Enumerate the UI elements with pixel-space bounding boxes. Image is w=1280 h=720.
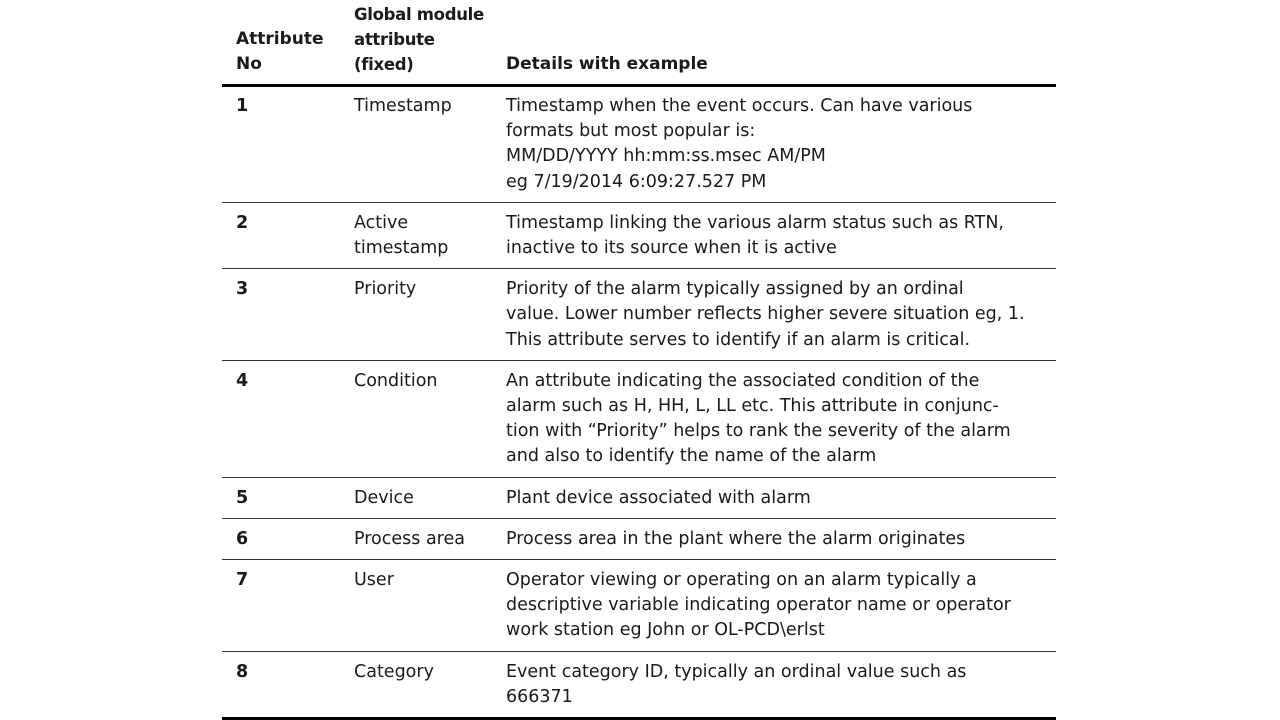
table-header: [222, 0, 1056, 86]
attribute-name-cell: Category: [340, 651, 492, 718]
header-global-module-attribute: Global module attribute (fixed): [340, 0, 492, 86]
attribute-number-cell: 6: [222, 518, 340, 559]
attribute-name-cell: User: [340, 560, 492, 652]
attribute-name-cell: Priority: [340, 269, 492, 361]
attribute-number-cell: 7: [222, 560, 340, 652]
details-cell: Operator viewing or operating on an alarm typically a descriptive variable indicating operator name or operator work station eg John or OL-PCD\erlst: [492, 560, 1056, 652]
attribute-name-cell: Active timestamp: [340, 202, 492, 268]
attribute-number-cell: 3: [222, 269, 340, 361]
attribute-table: [222, 0, 1056, 720]
attribute-name-cell: Device: [340, 477, 492, 518]
table-row: [222, 360, 1056, 477]
table-row: [222, 560, 1056, 652]
header-details: Details with example: [492, 0, 1056, 86]
details-cell: Event category ID, typically an ordinal value such as 666371: [492, 651, 1056, 718]
details-cell: Priority of the alarm typically assigned by an ordinal value. Lower number reflects higher severe situation eg, 1. This attribute serves to identify if an alarm is critical.: [492, 269, 1056, 361]
attribute-name-cell: Timestamp: [340, 86, 492, 203]
header-row: [222, 0, 1056, 86]
table-row: [222, 269, 1056, 361]
details-cell: Timestamp when the event occurs. Can have various formats but most popular is: MM/DD/YYYY hh:mm:ss.msec AM/PM eg 7/19/2014 6:09:27.527 PM: [492, 86, 1056, 203]
attribute-number-cell: 2: [222, 202, 340, 268]
details-cell: Plant device associated with alarm: [492, 477, 1056, 518]
table-body: [222, 86, 1056, 719]
table-row: [222, 86, 1056, 203]
details-cell: An attribute indicating the associated condition of the alarm such as H, HH, L, LL etc. This attribute in conjunc- tion with “Priority” helps to rank the severity of the alarm and also to identify the name of the alarm: [492, 360, 1056, 477]
details-cell: Timestamp linking the various alarm status such as RTN, inactive to its source when it is active: [492, 202, 1056, 268]
attribute-number-cell: 1: [222, 86, 340, 203]
table-row: [222, 477, 1056, 518]
attribute-name-cell: Process area: [340, 518, 492, 559]
attribute-number-cell: 8: [222, 651, 340, 718]
details-cell: Process area in the plant where the alarm originates: [492, 518, 1056, 559]
table-row: [222, 202, 1056, 268]
table-row: [222, 651, 1056, 718]
attribute-number-cell: 4: [222, 360, 340, 477]
attribute-name-cell: Condition: [340, 360, 492, 477]
header-attribute-no: Attribute No: [222, 0, 340, 86]
table-row: [222, 518, 1056, 559]
attribute-number-cell: 5: [222, 477, 340, 518]
